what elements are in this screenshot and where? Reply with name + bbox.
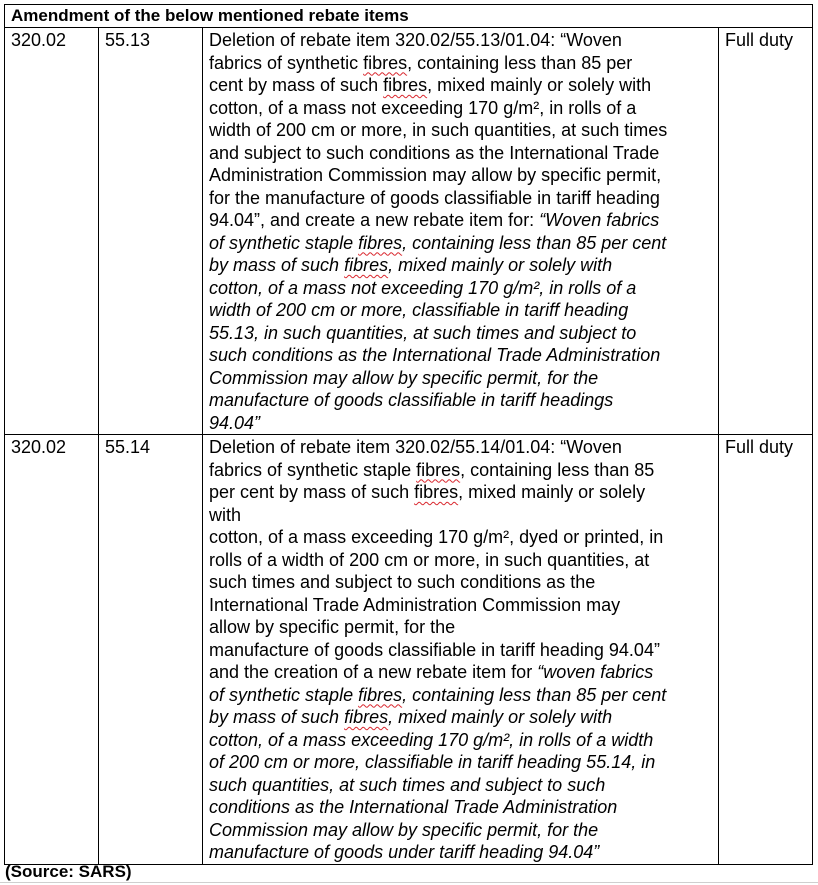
description-line: manufacture of goods classifiable in tariff headings	[209, 390, 614, 410]
description-line: such conditions as the International Trade Administration	[209, 345, 661, 365]
description-line: such times and subject to such conditions as the	[209, 572, 596, 592]
description-line: cotton, of a mass not exceeding 170 g/m², in rolls of a	[209, 277, 637, 298]
description-line: with	[209, 504, 242, 525]
duty-value: Full duty	[725, 437, 794, 457]
description-line: rolls of a width of 200 cm or more, in such quantities, at	[209, 549, 650, 570]
description-line: by mass of such fibres, mixed mainly or solely with	[209, 707, 613, 727]
description-line: such quantities, at such times and subject to such	[209, 774, 606, 795]
source-note: (Source: SARS)	[5, 862, 132, 881]
tariff-code: 55.13	[105, 30, 151, 50]
description-line: for the manufacture of goods classifiable in tariff heading	[209, 187, 660, 208]
description-line-text: fabrics of synthetic fibres, containing less than 85 per	[209, 52, 633, 73]
description-line: fabrics of synthetic staple fibres, containing less than 85	[209, 459, 655, 480]
duty-value: Full duty	[725, 30, 794, 50]
spellcheck-flagged-word: fibres	[358, 232, 403, 253]
description-line: of synthetic staple fibres, containing less than 85 per cent	[209, 232, 667, 253]
rebate-item-number: 320.02	[11, 30, 67, 50]
description-line: Commission may allow by specific permit, for the	[209, 819, 599, 840]
description-line: of 200 cm or more, classifiable in tariff heading 55.14, in	[209, 752, 656, 772]
spellcheck-flagged-word: fibres	[416, 459, 461, 480]
description-line	[209, 209, 718, 232]
description-line: width of 200 cm or more, in such quantities, at such times	[209, 120, 668, 140]
description-line-new-part: “Woven fabrics	[539, 210, 660, 230]
description-line: cotton, of a mass exceeding 170 g/m², in rolls of a width	[209, 729, 654, 750]
description-line: allow by specific permit, for the	[209, 617, 456, 637]
description-line: by mass of such fibres, mixed mainly or solely with	[209, 255, 613, 275]
spellcheck-flagged-word: fibres	[344, 255, 389, 275]
table-row	[5, 28, 813, 435]
description-line: cotton, of a mass not exceeding 170 g/m², in rolls of a	[209, 97, 637, 118]
description-line	[209, 52, 718, 75]
tariff-code-cell	[99, 28, 203, 435]
page-divider	[0, 882, 818, 883]
rebate-item-cell	[5, 28, 99, 435]
spellcheck-flagged-word: fibres	[383, 75, 428, 95]
description-line: cent by mass of such fibres, mixed mainly or solely with	[209, 75, 652, 95]
description-line: Deletion of rebate item 320.02/55.14/01.04: “Woven	[209, 437, 622, 457]
description-line: conditions as the International Trade Administration	[209, 797, 618, 817]
description-line: 55.13, in such quantities, at such times and subject to	[209, 322, 637, 343]
description-cell	[203, 435, 719, 865]
rebate-item-cell	[5, 435, 99, 865]
duty-cell	[719, 435, 813, 865]
duty-cell	[719, 28, 813, 435]
tariff-code: 55.14	[105, 437, 151, 457]
description-line-new-part: “woven fabrics	[537, 662, 654, 682]
table-row	[5, 435, 813, 865]
spellcheck-flagged-word: fibres	[363, 52, 408, 73]
description-line: per cent by mass of such fibres, mixed mainly or solely	[209, 482, 646, 502]
spellcheck-flagged-word: fibres	[358, 684, 403, 705]
description-text	[203, 28, 718, 434]
description-line: International Trade Administration Commission may	[209, 594, 621, 615]
description-line: cotton, of a mass exceeding 170 g/m², dyed or printed, in	[209, 527, 664, 547]
description-line: manufacture of goods classifiable in tariff heading 94.04”	[209, 639, 660, 660]
description-line-old-part: 94.04”, and create a new rebate item for:	[209, 210, 540, 230]
description-line	[209, 661, 718, 684]
description-line: manufacture of goods under tariff heading 94.04”	[209, 842, 600, 862]
table-header-row	[5, 5, 813, 28]
rebate-item-number: 320.02	[11, 437, 67, 457]
description-line-old-part: and the creation of a new rebate item for	[209, 662, 538, 682]
description-text	[203, 435, 718, 864]
spellcheck-flagged-word: fibres	[344, 707, 389, 727]
description-line: and subject to such conditions as the International Trade	[209, 142, 660, 163]
description-line: Commission may allow by specific permit, for the	[209, 367, 599, 388]
description-cell	[203, 28, 719, 435]
description-line: of synthetic staple fibres, containing less than 85 per cent	[209, 684, 667, 705]
rebate-amendment-table	[4, 4, 813, 865]
spellcheck-flagged-word: fibres	[414, 482, 459, 502]
description-line: width of 200 cm or more, classifiable in tariff heading	[209, 300, 629, 320]
table-header: Amendment of the below mentioned rebate items	[5, 5, 813, 28]
tariff-code-cell	[99, 435, 203, 865]
description-line: Administration Commission may allow by specific permit,	[209, 165, 662, 185]
description-line: 94.04”	[209, 412, 261, 433]
description-line: Deletion of rebate item 320.02/55.13/01.04: “Woven	[209, 30, 622, 50]
